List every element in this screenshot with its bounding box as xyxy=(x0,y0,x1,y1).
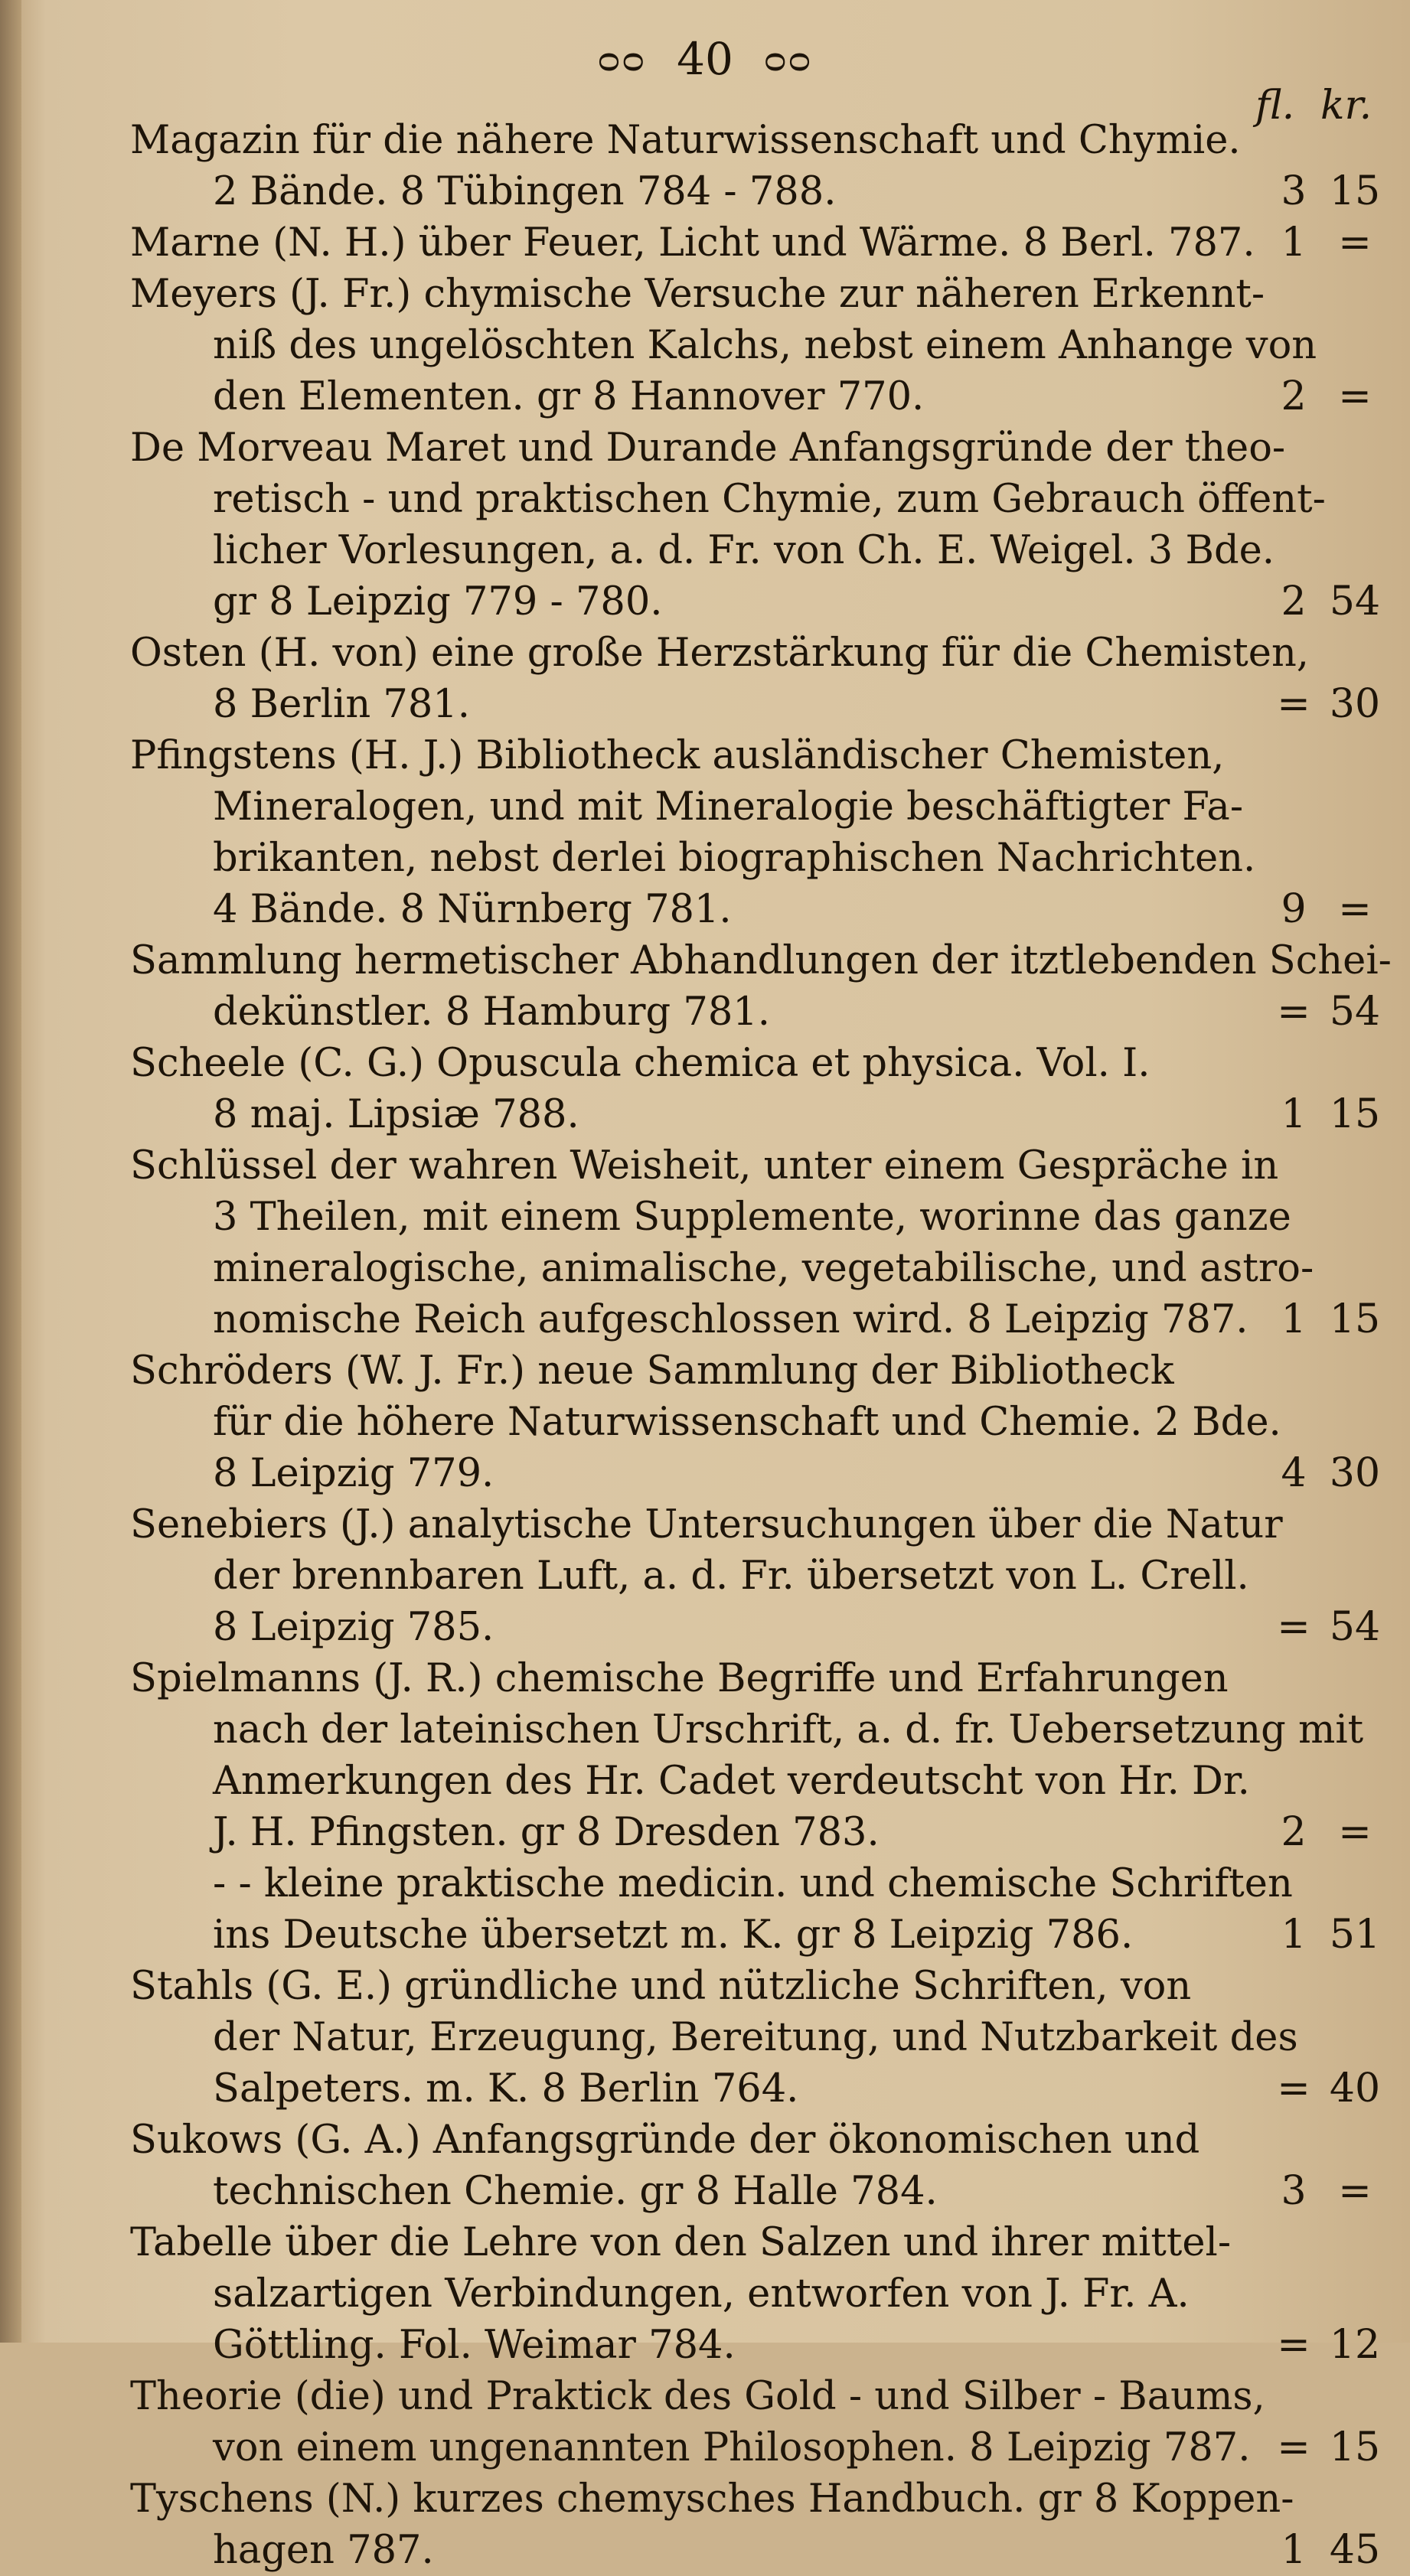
entry-text-line: Meyers (J. Fr.) chymische Versuche zur näheren Erkennt- xyxy=(130,272,1265,317)
column-header-kr: kr. xyxy=(1320,83,1372,129)
page-number: 40 xyxy=(677,33,733,85)
entry-text-line: ins Deutsche übersetzt m. K. gr 8 Leipzig 786. xyxy=(213,1912,1134,1958)
price-kreuzer: = xyxy=(1338,373,1372,419)
entry-text-line: 8 Leipzig 785. xyxy=(213,1605,494,1650)
header-ornament-right: ᴑᴑ xyxy=(763,38,813,80)
entry-text-line: Göttling. Fol. Weimar 784. xyxy=(213,2323,736,2368)
entry-text-line: nomische Reich aufgeschlossen wird. 8 Leipzig 787. xyxy=(213,1297,1248,1342)
entry-text-line: Pfingstens (H. J.) Bibliotheck ausländischer Chemisten, xyxy=(130,733,1225,778)
bibliography-entry xyxy=(130,2115,1378,2217)
entry-text-line: 3 Theilen, mit einem Supplemente, worinne das ganze xyxy=(213,1195,1291,1240)
entry-list xyxy=(130,115,1392,2576)
entry-text-line: gr 8 Leipzig 779 - 780. xyxy=(213,579,663,624)
price-kreuzer: 15 xyxy=(1329,168,1381,214)
bibliography-entry xyxy=(130,1499,1381,1653)
price-kreuzer: 45 xyxy=(1329,2527,1381,2573)
price-kreuzer: 54 xyxy=(1329,1604,1381,1650)
page-gutter xyxy=(0,0,21,2343)
price-kreuzer: = xyxy=(1338,1809,1372,1855)
entry-text-line: - - kleine praktische medicin. und chemische Schriften xyxy=(213,1861,1293,1906)
entry-text-line: der brennbaren Luft, a. d. Fr. übersetzt von L. Crell. xyxy=(213,1554,1249,1599)
page-header xyxy=(0,32,1410,86)
price-florin: = xyxy=(1277,989,1310,1035)
price-kreuzer: 54 xyxy=(1329,579,1381,624)
bibliography-entry xyxy=(130,2371,1381,2473)
header-ornament-left: ᴑᴑ xyxy=(597,38,647,80)
entry-text-line: dekünstler. 8 Hamburg 781. xyxy=(213,990,770,1035)
price-florin: = xyxy=(1277,2424,1310,2470)
bibliography-entry xyxy=(130,1961,1381,2115)
entry-text-line: Tyschens (N.) kurzes chemysches Handbuch. gr 8 Koppen- xyxy=(130,2477,1294,2522)
entry-text-line: hagen 787. xyxy=(213,2528,434,2573)
price-kreuzer: = xyxy=(1338,220,1372,266)
bibliography-entry xyxy=(130,628,1381,730)
price-kreuzer: 12 xyxy=(1329,2322,1381,2368)
bibliography-entry xyxy=(130,1653,1378,1858)
entry-text-line: für die höhere Naturwissenschaft und Chemie. 2 Bde. xyxy=(213,1400,1281,1445)
price-florin: 3 xyxy=(1281,2168,1307,2214)
entry-text-line: 8 Berlin 781. xyxy=(213,682,470,727)
entry-text-line: retisch - und praktischen Chymie, zum Gebrauch öffent- xyxy=(213,477,1326,522)
price-florin: = xyxy=(1277,2322,1310,2368)
price-florin: 2 xyxy=(1281,579,1307,624)
entry-text-line: Anmerkungen des Hr. Cadet verdeutscht von Hr. Dr. xyxy=(213,1759,1250,1804)
entry-text-line: Schröders (W. J. Fr.) neue Sammlung der Bibliotheck xyxy=(130,1348,1174,1394)
price-kreuzer: 40 xyxy=(1329,2066,1381,2111)
bibliography-entry xyxy=(130,1345,1381,1499)
entry-text-line: von einem ungenannten Philosophen. 8 Leipzig 787. xyxy=(213,2425,1251,2470)
entry-text-line: salzartigen Verbindungen, entworfen von J. Fr. A. xyxy=(213,2271,1190,2317)
bibliography-entry xyxy=(130,1038,1381,1140)
column-header-fl: fl. xyxy=(1255,83,1295,129)
bibliography-entry xyxy=(130,269,1378,422)
entry-text-line: 4 Bände. 8 Nürnberg 781. xyxy=(213,887,732,932)
price-florin: 2 xyxy=(1281,1809,1307,1855)
price-kreuzer: = xyxy=(1338,2168,1372,2214)
price-florin: 1 xyxy=(1281,220,1307,266)
entry-text-line: Senebiers (J.) analytische Untersuchungen über die Natur xyxy=(130,1502,1283,1547)
bibliography-entry xyxy=(130,1140,1381,1345)
price-kreuzer: 54 xyxy=(1329,989,1381,1035)
bibliography-entry xyxy=(130,2473,1381,2576)
price-florin: 9 xyxy=(1281,886,1307,932)
bibliography-entry xyxy=(130,217,1378,269)
price-kreuzer: = xyxy=(1338,886,1372,932)
entry-text-line: Sukows (G. A.) Anfangsgründe der ökonomischen und xyxy=(130,2118,1200,2163)
entry-text-line: Mineralogen, und mit Mineralogie beschäftigter Fa- xyxy=(213,784,1244,830)
entry-text-line: licher Vorlesungen, a. d. Fr. von Ch. E. Weigel. 3 Bde. xyxy=(213,528,1275,573)
entry-text-line: der Natur, Erzeugung, Bereitung, und Nutzbarkeit des xyxy=(213,2015,1298,2060)
price-kreuzer: 15 xyxy=(1329,2424,1381,2470)
price-florin: 3 xyxy=(1281,168,1307,214)
price-florin: 2 xyxy=(1281,373,1307,419)
entry-text-line: den Elementen. gr 8 Hannover 770. xyxy=(213,374,925,419)
entry-text-line: Tabelle über die Lehre von den Salzen und ihrer mittel- xyxy=(130,2220,1232,2265)
price-florin: 4 xyxy=(1281,1450,1307,1496)
price-kreuzer: 30 xyxy=(1329,681,1381,727)
price-florin: 1 xyxy=(1281,1912,1307,1958)
bibliography-entry xyxy=(130,115,1381,217)
entry-text-line: niß des ungelöschten Kalchs, nebst einem Anhange von xyxy=(213,323,1317,368)
bibliography-entry xyxy=(130,1858,1381,1961)
entry-text-line: Scheele (C. G.) Opuscula chemica et physica. Vol. I. xyxy=(130,1041,1151,1086)
entry-text-line: mineralogische, animalische, vegetabilische, und astro- xyxy=(213,1246,1314,1291)
entry-text-line: 8 maj. Lipsiæ 788. xyxy=(213,1092,579,1137)
price-florin: = xyxy=(1277,1604,1310,1650)
entry-text-line: Magazin für die nähere Naturwissenschaft und Chymie. xyxy=(130,118,1241,163)
entry-text-line: J. H. Pfingsten. gr 8 Dresden 783. xyxy=(213,1810,880,1855)
price-kreuzer: 30 xyxy=(1329,1450,1381,1496)
price-florin: = xyxy=(1277,2066,1310,2111)
bibliography-entry xyxy=(130,422,1381,628)
price-kreuzer: 51 xyxy=(1329,1912,1381,1958)
entry-text-line: 2 Bände. 8 Tübingen 784 - 788. xyxy=(213,169,837,214)
bibliography-entry xyxy=(130,935,1392,1038)
entry-text-line: De Morveau Maret und Durande Anfangsgründe der theo- xyxy=(130,426,1286,471)
entry-text-line: 8 Leipzig 779. xyxy=(213,1451,494,1496)
entry-text-line: Theorie (die) und Praktick des Gold - und Silber - Baums, xyxy=(130,2374,1265,2419)
price-kreuzer: 15 xyxy=(1329,1296,1381,1342)
entry-text-line: brikanten, nebst derlei biographischen Nachrichten. xyxy=(213,836,1256,881)
entry-text-line: Sammlung hermetischer Abhandlungen der itztlebenden Schei- xyxy=(130,938,1392,983)
entry-text-line: Osten (H. von) eine große Herzstärkung für die Chemisten, xyxy=(130,631,1310,676)
price-kreuzer: 15 xyxy=(1329,1091,1381,1137)
price-florin: = xyxy=(1277,681,1310,727)
bibliography-entry xyxy=(130,2217,1381,2371)
entry-text-line: nach der lateinischen Urschrift, a. d. fr. Uebersetzung mit xyxy=(213,1707,1364,1753)
entry-text-line: Stahls (G. E.) gründliche und nützliche Schriften, von xyxy=(130,1964,1192,2009)
price-florin: 1 xyxy=(1281,1296,1307,1342)
bibliography-entry xyxy=(130,730,1378,935)
price-florin: 1 xyxy=(1281,2527,1307,2573)
entry-text-line: Schlüssel der wahren Weisheit, unter einem Gespräche in xyxy=(130,1143,1279,1189)
entry-text-line: Marne (N. H.) über Feuer, Licht und Wärme. 8 Berl. 787. xyxy=(130,220,1255,266)
entry-text-line: technischen Chemie. gr 8 Halle 784. xyxy=(213,2169,938,2214)
entry-text-line: Salpeters. m. K. 8 Berlin 764. xyxy=(213,2066,799,2111)
entry-text-line: Spielmanns (J. R.) chemische Begriffe und Erfahrungen xyxy=(130,1656,1229,1701)
price-florin: 1 xyxy=(1281,1091,1307,1137)
